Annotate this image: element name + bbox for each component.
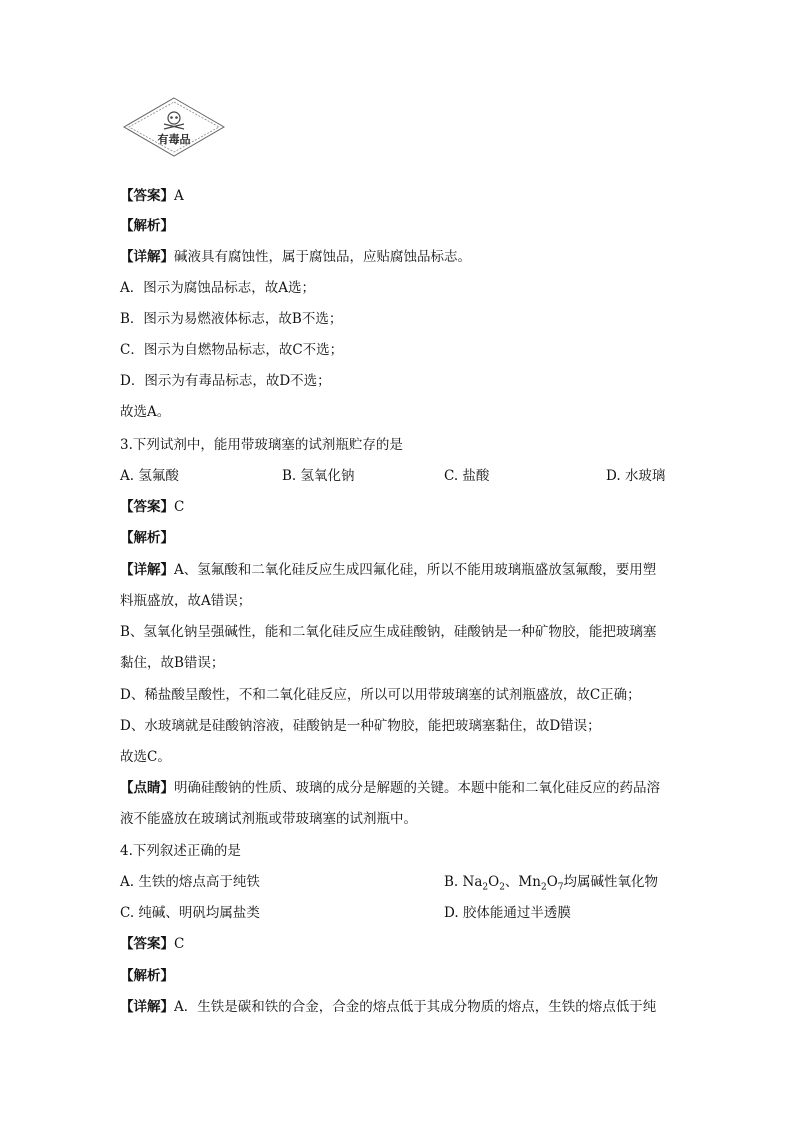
q2-detail: 【详解】碱液具有腐蚀性，属于腐蚀品，应贴腐蚀品标志。	[120, 249, 471, 265]
q3-detail-line: 黏住，故B错误；	[120, 655, 225, 671]
q2-line: D．图示为有毒品标志，故D不选；	[120, 373, 331, 389]
q3-option-b: B. 氢氧化钠	[282, 468, 355, 484]
q4-answer: 【答案】C	[120, 936, 185, 952]
q2-answer: 【答案】A	[120, 188, 184, 204]
q3-detail-line: D、稀盐酸呈酸性，不和二氧化硅反应，所以可以用带玻璃塞的试剂瓶盛放，故C正确；	[120, 687, 641, 703]
q4-option-a: A. 生铁的熔点高于纯铁	[120, 874, 260, 890]
q2-line: A．图示为腐蚀品标志，故A选；	[120, 280, 315, 296]
q3-detail-line: 【详解】A、氢氟酸和二氧化硅反应生成四氟化硅，所以不能用玻璃瓶盛放氢氟酸，要用塑	[120, 562, 657, 578]
q3-answer: 【答案】C	[120, 499, 185, 515]
q4-question: 4.下列叙述正确的是	[120, 843, 241, 859]
q3-option-a: A. 氢氟酸	[120, 468, 179, 484]
q3-detail-line: B、氢氧化钠呈强碱性，能和二氧化硅反应生成硅酸钠，硅酸钠是一种矿物胶，能把玻璃塞	[120, 624, 657, 640]
q3-question: 3.下列试剂中，能用带玻璃塞的试剂瓶贮存的是	[120, 437, 403, 453]
toxic-label-logo	[122, 96, 226, 158]
q2-line: C．图示为自燃物品标志，故C不选；	[120, 342, 344, 358]
q2-line: B．图示为易燃液体标志，故B不选；	[120, 311, 343, 327]
q3-option-d: D. 水玻璃	[606, 468, 666, 484]
q3-comment-line: 【点睛】明确硅酸钠的性质、玻璃的成分是解题的关键。本题中能和二氧化硅反应的药品溶	[120, 780, 660, 796]
q3-detail-line: 料瓶盛放，故A错误；	[120, 593, 252, 609]
q2-conclusion: 故选A。	[120, 404, 171, 420]
q4-option-d: D. 胶体能通过半透膜	[444, 905, 571, 921]
q4-analysis-tag: 【解析】	[120, 968, 174, 984]
q4-detail: 【详解】A．生铁是碳和铁的合金，合金的熔点低于其成分物质的熔点，生铁的熔点低于纯	[120, 999, 657, 1015]
logo-text: 有毒品	[157, 133, 191, 146]
q3-option-c: C. 盐酸	[444, 468, 490, 484]
q3-detail-line: D、水玻璃就是硅酸钠溶液，硅酸钠是一种矿物胶，能把玻璃塞黏住，故D错误；	[120, 718, 601, 734]
q4-option-b: B. $Na_2O_2$、$Mn_2O_7$均属碱性氧化物	[444, 874, 658, 893]
q3-comment-line: 液不能盛放在玻璃试剂瓶或带玻璃塞的试剂瓶中。	[120, 811, 417, 827]
q3-conclusion: 故选C。	[120, 749, 171, 765]
q3-analysis-tag: 【解析】	[120, 530, 174, 546]
q2-analysis-tag: 【解析】	[120, 218, 174, 234]
q4-option-c: C. 纯碱、明矾均属盐类	[120, 905, 260, 921]
